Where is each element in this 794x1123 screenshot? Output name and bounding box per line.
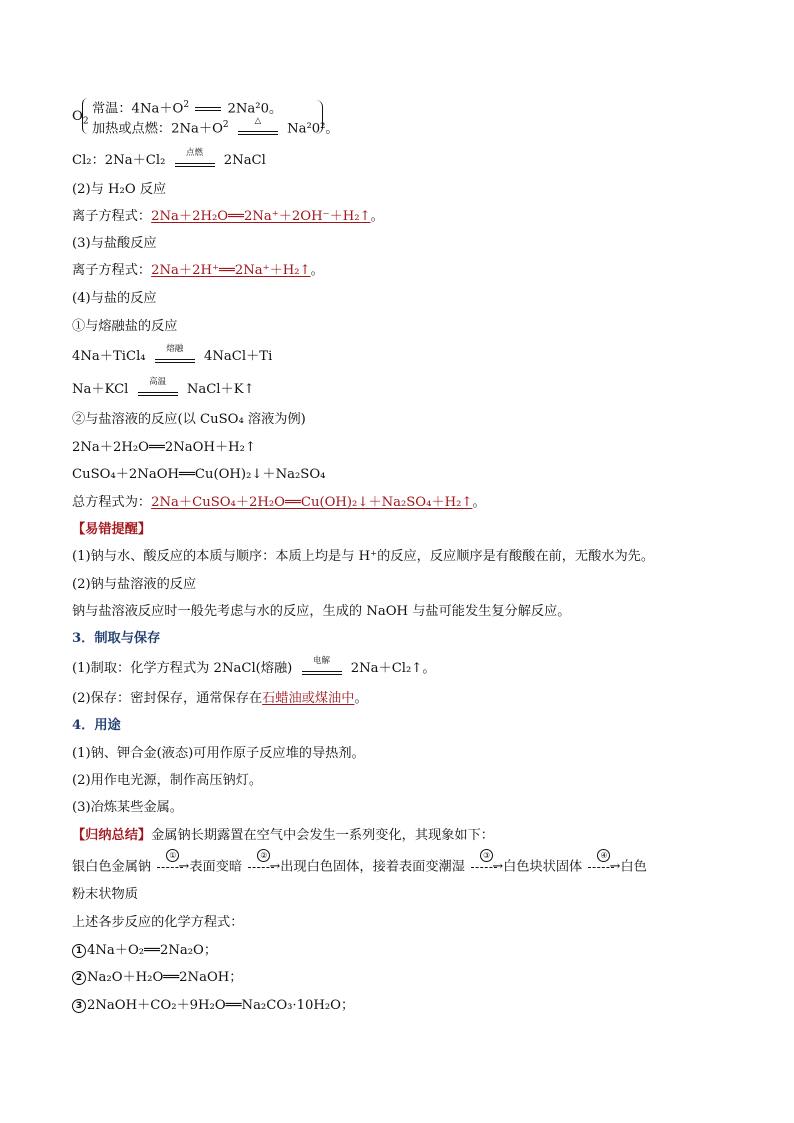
tip-paragraph-1: (1)钠与水、酸反应的本质与顺序：本质上均是与 H⁺的反应，反应顺序是有酸酸在前，无酸水为先。	[72, 549, 655, 564]
cl2-eq: Cl₂：2Na＋Cl₂ 点燃 2NaCl	[72, 147, 266, 168]
hcl-ionic-eq: 离子方程式：2Na＋2H⁺══2Na⁺＋H₂↑。	[72, 263, 324, 278]
ticl4-eq: 4Na＋TiCl₄ 熔融 4NaCl＋Ti	[72, 343, 273, 364]
molten-arrow: 熔融	[153, 349, 197, 365]
solution-eq-1: 2Na＋2H₂O══2NaOH＋H₂↑	[72, 440, 256, 455]
uses-title: 4．用途	[72, 718, 121, 733]
equals-sign	[195, 104, 221, 114]
use-2: (2)用作电光源，制作高压钠灯。	[72, 773, 263, 788]
kcl-eq: Na＋KCl 高温 NaCl＋K↑	[72, 376, 255, 397]
right-brace	[316, 100, 323, 134]
o2-label: $O_2$	[72, 109, 89, 127]
high-temp-arrow: 高温	[136, 382, 180, 398]
solution-heading: ②与盐溶液的反应(以 CuSO₄ 溶液为例)	[72, 412, 306, 427]
ignite-arrow: 点燃	[173, 153, 217, 169]
tip-title: 【易错提醒】	[72, 522, 152, 537]
use-3: (3)冶炼某些金属。	[72, 800, 183, 815]
summary-intro: 【归纳总结】金属钠长期露置在空气中会发生一系列变化，其现象如下：	[72, 828, 494, 843]
summary-eq-2: 2 Na₂O＋H₂O══2NaOH；	[72, 969, 242, 987]
left-brace	[82, 98, 91, 134]
summary-eq-1: 1 4Na＋O₂══2Na₂O；	[72, 942, 217, 960]
hcl-heading: (3)与盐酸反应	[72, 236, 157, 251]
molten-heading: ①与熔融盐的反应	[72, 319, 178, 334]
eq-intro: 上述各步反应的化学方程式：	[72, 915, 244, 930]
step-arrow-2: ② →	[246, 858, 280, 876]
o2-room-temp-eq: 常温：$4Na+O^2$ 2Na²0。	[92, 100, 283, 117]
tip-paragraph-3: 钠与盐溶液反应时一般先考虑与水的反应，生成的 NaOH 与盐可能发生复分解反应。	[72, 604, 571, 619]
use-1: (1)钠、钾合金(液态)可用作原子反应堆的导热剂。	[72, 746, 365, 761]
summary-eq-3: 3 2NaOH＋CO₂＋9H₂O══Na₂CO₃·10H₂O；	[72, 997, 354, 1015]
step-arrow-4: ④ →	[586, 858, 620, 876]
prep-make: (1)制取：化学方程式为 2NaCl(熔融) 电解 2Na＋Cl₂↑。	[72, 655, 436, 676]
total-eq: 总方程式为：2Na＋CuSO₄＋2H₂O══Cu(OH)₂↓＋Na₂SO₄＋H₂↑。	[72, 495, 486, 510]
chain-continuation: 粉末状物质	[72, 887, 138, 902]
heat-arrow: △	[236, 121, 280, 137]
salt-heading: (4)与盐的反应	[72, 291, 157, 306]
h2o-heading: (2)与 H₂O 反应	[72, 182, 167, 197]
tip-paragraph-2: (2)钠与盐溶液的反应	[72, 577, 197, 592]
h2o-ionic-eq: 离子方程式：2Na＋2H₂O══2Na⁺＋2OH⁻＋H₂↑。	[72, 209, 384, 224]
transformation-chain: 银白色金属钠 ① → 表面变暗 ② → 出现白色固体，接着表面变潮湿 ③ → 白色块状固体 ④ → 白色	[72, 851, 647, 875]
prep-store: (2)保存：密封保存，通常保存在石蜡油或煤油中。	[72, 691, 368, 706]
prep-title: 3．制取与保存	[72, 631, 161, 646]
step-arrow-3: ③ →	[469, 858, 503, 876]
solution-eq-2: CuSO₄＋2NaOH══Cu(OH)₂↓＋Na₂SO₄	[72, 467, 326, 482]
o2-heat-eq: 加热或点燃：$2Na+O^2$ △ Na²0²。	[92, 115, 339, 137]
electrolysis-arrow: 电解	[300, 661, 344, 677]
step-arrow-1: ① →	[155, 858, 189, 876]
